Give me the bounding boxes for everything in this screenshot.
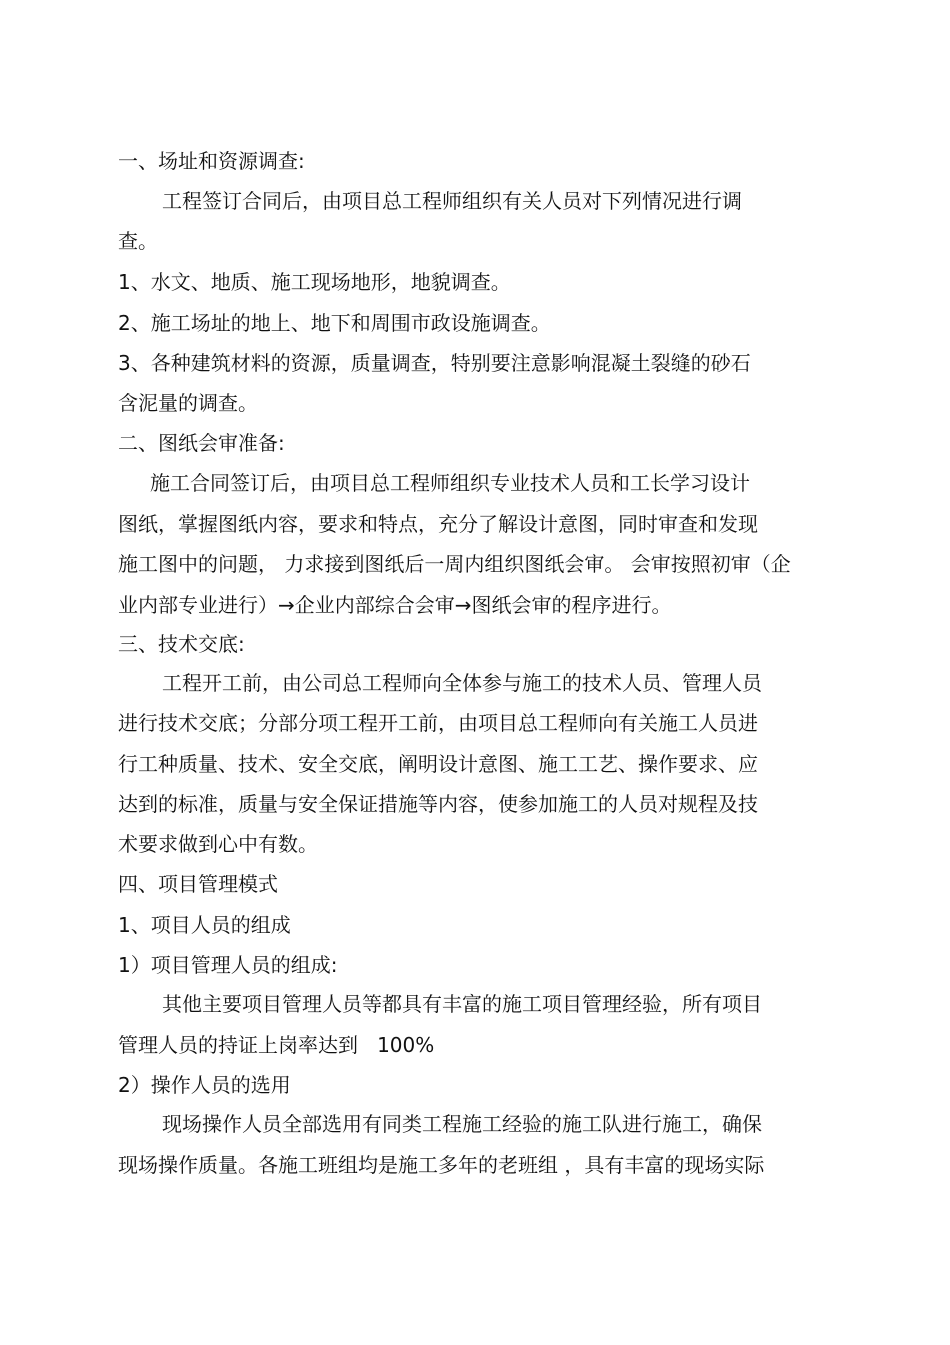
- subheading: 1、项目人员的组成: [118, 913, 291, 937]
- paragraph-line: 达到的标准，质量与安全保证措施等内容，使参加施工的人员对规程及技: [118, 792, 758, 816]
- list-item: 2、施工场址的地上、地下和周围市政设施调查。: [118, 311, 551, 335]
- list-item: 3、各种建筑材料的资源，质量调查，特别要注意影响混凝土裂缝的砂石: [118, 351, 751, 375]
- heading-technical-briefing: 三、技术交底:: [118, 632, 245, 656]
- list-item: 1、水文、地质、施工现场地形，地貌调查。: [118, 270, 511, 294]
- paragraph-line: 图纸，掌握图纸内容，要求和特点，充分了解设计意图，同时审查和发现: [118, 512, 758, 536]
- subheading: 1）项目管理人员的组成:: [118, 953, 338, 977]
- paragraph-line: 其他主要项目管理人员等都具有丰富的施工项目管理经验，所有项目: [162, 992, 762, 1016]
- heading-site-survey: 一、场址和资源调查:: [118, 149, 305, 173]
- paragraph-line: 工程签订合同后，由项目总工程师组织有关人员对下列情况进行调: [162, 189, 742, 213]
- paragraph-line: 施工图中的问题， 力求接到图纸后一周内组织图纸会审。 会审按照初审（企: [118, 552, 791, 576]
- heading-drawing-review: 二、图纸会审准备:: [118, 431, 285, 455]
- subheading: 2）操作人员的选用: [118, 1073, 291, 1097]
- heading-project-management: 四、项目管理模式: [118, 872, 278, 896]
- paragraph-line: 含泥量的调查。: [118, 391, 258, 415]
- paragraph-line: 业内部专业进行）→企业内部综合会审→图纸会审的程序进行。: [118, 593, 672, 617]
- paragraph-line: 进行技术交底；分部分项工程开工前，由项目总工程师向有关施工人员进: [118, 711, 758, 735]
- paragraph-line: 术要求做到心中有数。: [118, 832, 318, 856]
- paragraph-line: 行工种质量、技术、安全交底，阐明设计意图、施工工艺、操作要求、应: [118, 752, 758, 776]
- paragraph-line: 工程开工前，由公司总工程师向全体参与施工的技术人员、管理人员: [162, 671, 762, 695]
- paragraph-line: 现场操作质量。各施工班组均是施工多年的老班组 ，具有丰富的现场实际: [118, 1153, 765, 1177]
- paragraph-line: 查。: [118, 229, 158, 253]
- paragraph-line: 管理人员的持证上岗率达到 100%: [118, 1033, 435, 1057]
- paragraph-line: 现场操作人员全部选用有同类工程施工经验的施工队进行施工，确保: [162, 1112, 762, 1136]
- paragraph-line: 施工合同签订后，由项目总工程师组织专业技术人员和工长学习设计: [150, 471, 750, 495]
